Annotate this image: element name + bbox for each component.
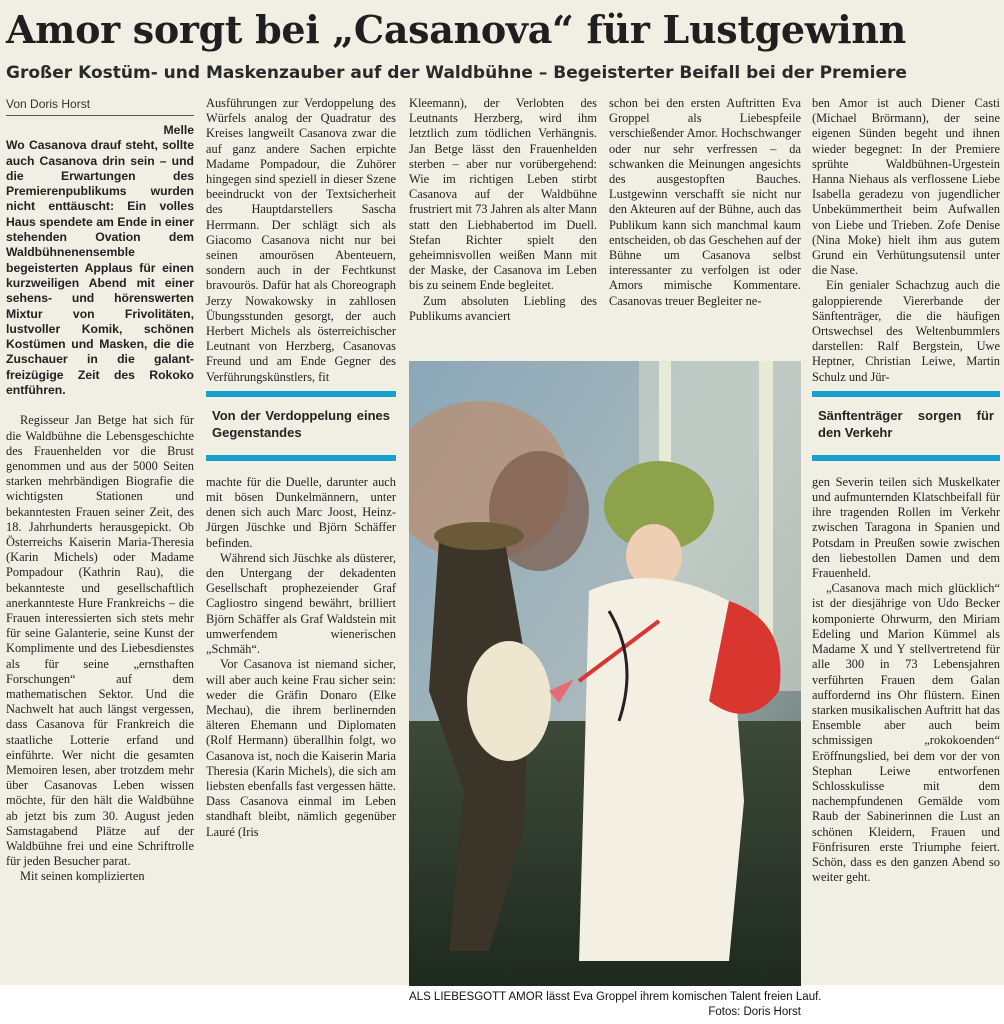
- subheading-box: [812, 391, 1000, 461]
- body-paragraph: Mit seinen komplizierten: [20, 869, 145, 884]
- body-paragraph: „Casanova mach mich glücklich“ ist der diesjährige von Udo Becker komponierte Ohrwurm, den Miriam Edeling und Marion Kümmel als Madame X und Y stellvertretend für alle 300 in 73 Lebensjahren verführten Frauen dem Galan auffordernd ins Ohr flüstern. Einen starken musikalischen Auftritt hat das Ensemble aber auch beim schmissigen „rokokoenden“ Eröffnungslied, bei dem vor der von Stephan Leiwe entworfenen Schlosskulisse mit dem nachempfundenen Gemälde vom Raub der Sabinerinnen die Lust an schönen Kleidern, Frauen und Fönfrisuren erste Triumphe feiert. Schön, dass es den ganzen Abend so weiter geht.: [812, 581, 1000, 885]
- lead-paragraph: Wo Casanova drauf steht, sollte auch Casanova drin sein – und die Erwartungen des Premierenpublikums wurden nicht enttäuscht: Ein volles Haus spendete am Ende in einer stehenden Ovation dem Waldbühnenensemble begeisterten Applaus für einen kurzweiligen Abend mit einer sehens- und hörenswerten Mixtur von Frivolitäten, lustvoller Komik, schönen Kostümen und Masken, die die Zuschauer in die galant-freizügige Zeit des Rokoko entführen.: [6, 138, 194, 398]
- photo-credit: Fotos: Doris Horst: [708, 1006, 801, 1018]
- body-paragraph: Vor Casanova ist niemand sicher, will aber auch keine Frau sicher sein: weder die Gräfin Donaro (Elke Mechau), die ihrem berlinernden älteren Ehemann und Diplomaten (Rolf Hermann) überallhin folgt, wo Casanova ist, noch die Kaiserin Maria Theresia (Karin Michels), die sich am liebsten ebenfalls fast vergessen hätte. Dass Casanova einmal im Leben standhaft bleibt, nämlich gegenüber Lauré (Iris: [206, 657, 396, 839]
- body-paragraph: ben Amor ist auch Diener Casti (Michael Brörmann), der seine eigenen Sünden begeht und ihnen wieder begegnet: In der Premiere sprühte Waldbühnen-Urgestein Hanna Niehaus als verflossene Liebe Isabella geradezu von jugendlicher Unbekümmertheit beim Aufwallen von Liebe und Trieben. Zofe Denise (Nina Moke) hielt ihm aus gutem Grund ein Verhütungsutensil unter die Nase.: [812, 96, 1000, 278]
- body-paragraph: Kleemann), der Verlobten des Leutnants Herzberg, wird ihm letztlich zum tödlichen Verhängnis. Jan Betge lässt den Frauenhelden sterben – aber nur vorübergehend: Wie im richtigen Leben stirbt Casanova auf der Waldbühne frustriert mit 73 Jahren als alter Mann statt den Liebhabertod im Duell. Stefan Richter spielt den geheimnisvollen weißen Mann mit der Maske, der Casanova im Leben bis zu seinem Ende begleitet.: [409, 96, 597, 293]
- body-paragraph: Während sich Jüschke als düsterer, den Untergang der dekadenten Gesellschaft prophezeiender Graf Cagliostro singend bewährt, brilliert Björn Schäffer als Graf Waldstein mit umwerfendem wienerischen „Schmäh“.: [206, 550, 396, 657]
- byline: Von Doris Horst: [6, 96, 194, 116]
- column-3: [409, 96, 597, 354]
- subheading: Von der Verdoppelung eines Gegenstandes: [212, 407, 390, 440]
- subheading-box: [206, 391, 396, 461]
- body-paragraph: Ausführungen zur Verdoppelung des Würfels analog der Quadratur des Kreises langweilt Casanova zwar die auf ganz andere Sachen erpichte Madame Pompadour, die Zuhörer hingegen sind speziell in dieser Szene beeindruckt von der Textsicherheit des Hauptdarstellers Sascha Herrmann. Der schlägt sich als Giacomo Casanova nicht nur bei seinen amourösen Abenteuern, sondern auch in der Fechtkunst bravourös. Dafür hat als Choreograph Jerzy Nowakowsky in zahllosen Übungsstunden gesorgt, der auch Herbert Michels als österreichischer Leutnant von Herzberg, Casanovas Freund und am Ende Gegner des Verführungskünstlers, fit: [206, 96, 396, 384]
- body-paragraph: Regisseur Jan Betge hat sich für die Waldbühne die Lebensgeschichte des Frauenhelden vor die Brust genommen und aus der 5000 Seiten starken mehrbändigen Biografie die wichtigsten Stationen und bekanntesten Frauen seiner Zeit, des 18. Jahrhunderts herausgepickt. Ob Österreichs Kaiserin Maria-Theresia (Karin Michels) oder Madame Pompadour (Kathrin Rau), die bekannteste und gesellschaftlich anerkannteste Hure Frankreichs – die Frauen interessierten sich stets mehr für seine Galanterie, seine Kunst der Komplimente und des Liebesdienstes als für seine „ernsthaften Forschungen“ auf dem mathematischen Sektor. Und die Nachwelt hat auch längst vergessen, dass Casanova für Frankreich die staatliche Lotterie erfand und einführte. Wer nicht die gesamten Memoiren lesen, aber trotzdem mehr über Casanovas Leben wissen möchte, für den hält die Waldbühne ab jetzt bis zum 30. August jeden Samstagabend Plätze auf der Waldbühne frei und eine Schriftrolle für jeden Besucher parat.: [6, 413, 194, 869]
- subheading: Sänftenträger sorgen für den Verkehr: [818, 407, 994, 440]
- column-1: [6, 96, 194, 984]
- body-paragraph: Ein genialer Schachzug auch die galoppierende Viererbande der Sänftenträger, die die häufigen Ortswechsel des Weltenbummlers darstellen: Ralf Bergstein, Uwe Heptner, Christian Leiwe, Martin Schulz und Jür-: [812, 278, 1000, 384]
- subheadline: Großer Kostüm- und Maskenzauber auf der Waldbühne – Begeisterter Beifall bei der Premiere: [6, 63, 907, 83]
- column-4: [609, 96, 801, 354]
- column-5: [812, 96, 1000, 1024]
- body-paragraph: gen Severin teilen sich Muskelkater und aufmunternden Klatschbeifall für ihre tragenden Rollen im Verkehr zwischen Taragona in Spanien und Potsdam in Preußen sowie zwischen den liebestollen Damen und dem Frauenheld.: [812, 474, 1000, 581]
- body-paragraph: schon bei den ersten Auftritten Eva Groppel als Liebespfeile verschießender Amor. Hochschwanger oder nur sehr verfressen – da schwanken die Meinungen angesichts des ausgestopften Bauches. Lustgewinn verschafft sie nicht nur den Akteuren auf der Bühne, auch das Publikum kann sich manchmal kaum entscheiden, ob das Geschehen auf der Bühne um Casanova selbst interessanter zu verfolgen ist oder Amors mimische Kommentare. Casanovas treuer Begleiter ne-: [609, 96, 801, 308]
- headline: Amor sorgt bei „Casanova“ für Lustgewinn: [6, 7, 906, 52]
- stage-photo: [409, 361, 801, 986]
- body-paragraph: machte für die Duelle, darunter auch mit bösen Dunkelmännern, unter denen sich auch Marc Joost, Heinz-Jürgen Jüschke und Björn Schäffer befinden.: [206, 474, 396, 550]
- caption-text: ALS LIEBESGOTT AMOR lässt Eva Groppel ihrem komischen Talent freien Lauf.: [409, 991, 822, 1003]
- column-2: [206, 96, 396, 984]
- photo-caption: [409, 990, 822, 1018]
- body-paragraph: Zum absoluten Liebling des Publikums avanciert: [409, 293, 597, 323]
- dateline: Melle: [163, 123, 194, 137]
